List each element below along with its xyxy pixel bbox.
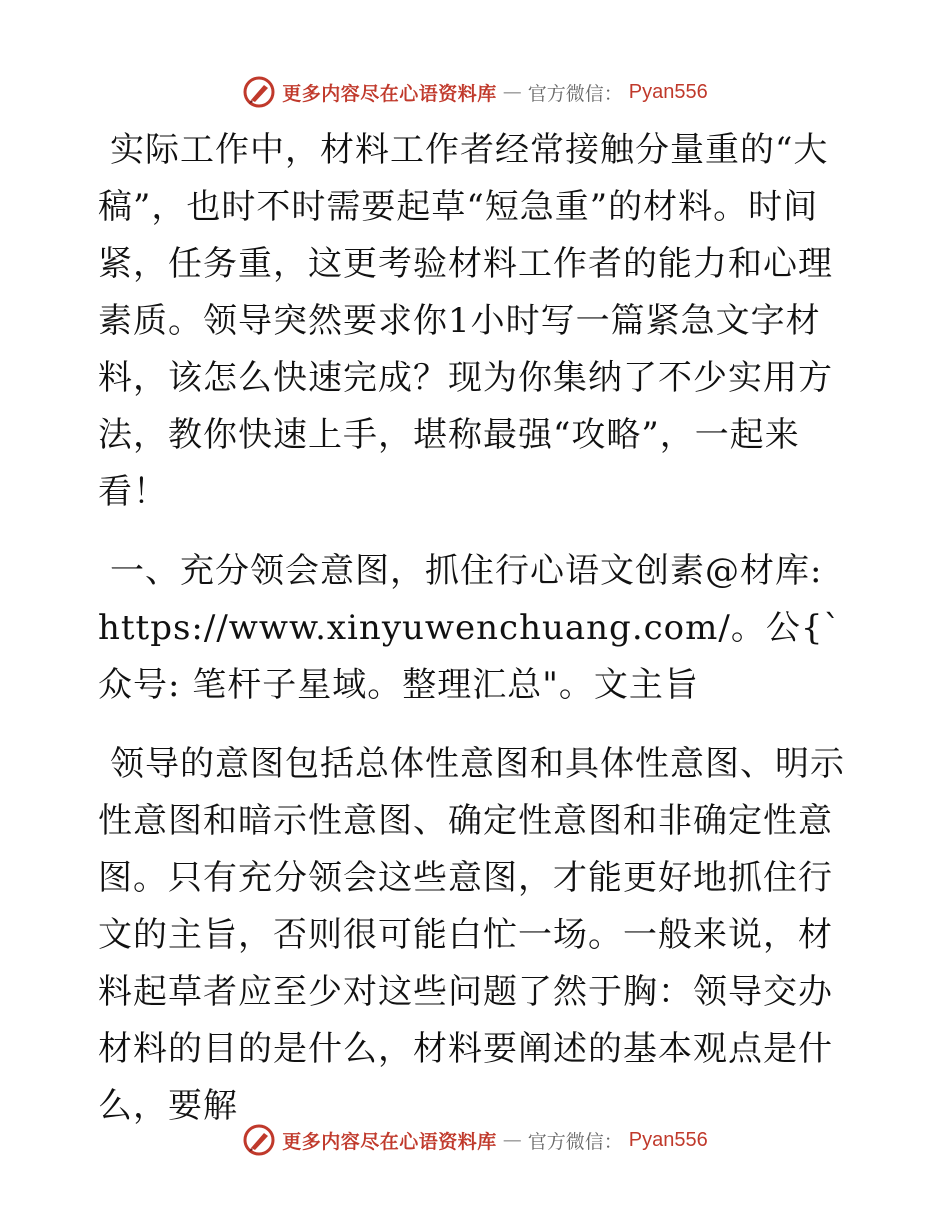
paragraph-body-text: 领导的意图包括总体性意图和具体性意图、明示性意图和暗示性意图、确定性意图和非确定性意图。只有充分领会这些意图，才能更好地抓住行文的主旨，否则很可能白忙一场。一般来说，材料起草者应至少对这些问题了然于胸：领导交办材料的目的是什么，材料要阐述的基本观点是什么，要解: [98, 744, 845, 1126]
paragraph-intro: [98, 122, 850, 521]
watermark-wechat-id: Pyan556: [628, 80, 708, 103]
watermark-separator: —: [502, 81, 522, 103]
paragraph-body: [98, 736, 850, 1135]
pen-logo-icon: [242, 75, 276, 109]
watermark-official-label: 官方微信：: [527, 82, 623, 105]
header-watermark: [0, 72, 950, 112]
paragraph-section-heading: [98, 543, 850, 714]
watermark-wechat-id: Pyan556: [628, 1128, 708, 1151]
watermark-brand: 更多内容尽在心语资料库: [282, 82, 497, 105]
paragraph-intro-text: 实际工作中，材料工作者经常接触分量重的“大稿”，也时不时需要起草“短急重”的材料。时间紧，任务重，这更考验材料工作者的能力和心理素质。领导突然要求你1小时写一篇紧急文字材料，该怎么快速完成？现为你集纳了不少实用方法，教你快速上手，堪称最强“攻略”，一起来看！: [98, 130, 833, 512]
section-heading-text: 一、充分领会意图，抓住行心语文创素@材库: https://www.xinyuwenchuang.com/。公{`众号: 笔杆子星域。整理汇总"。文主旨: [98, 551, 842, 705]
footer-watermark: [0, 1120, 950, 1160]
pen-logo-icon: [242, 1123, 276, 1157]
watermark-separator: —: [502, 1129, 522, 1151]
watermark-official-label: 官方微信：: [527, 1130, 623, 1153]
document-body: [98, 122, 850, 1157]
watermark-brand: 更多内容尽在心语资料库: [282, 1130, 497, 1153]
